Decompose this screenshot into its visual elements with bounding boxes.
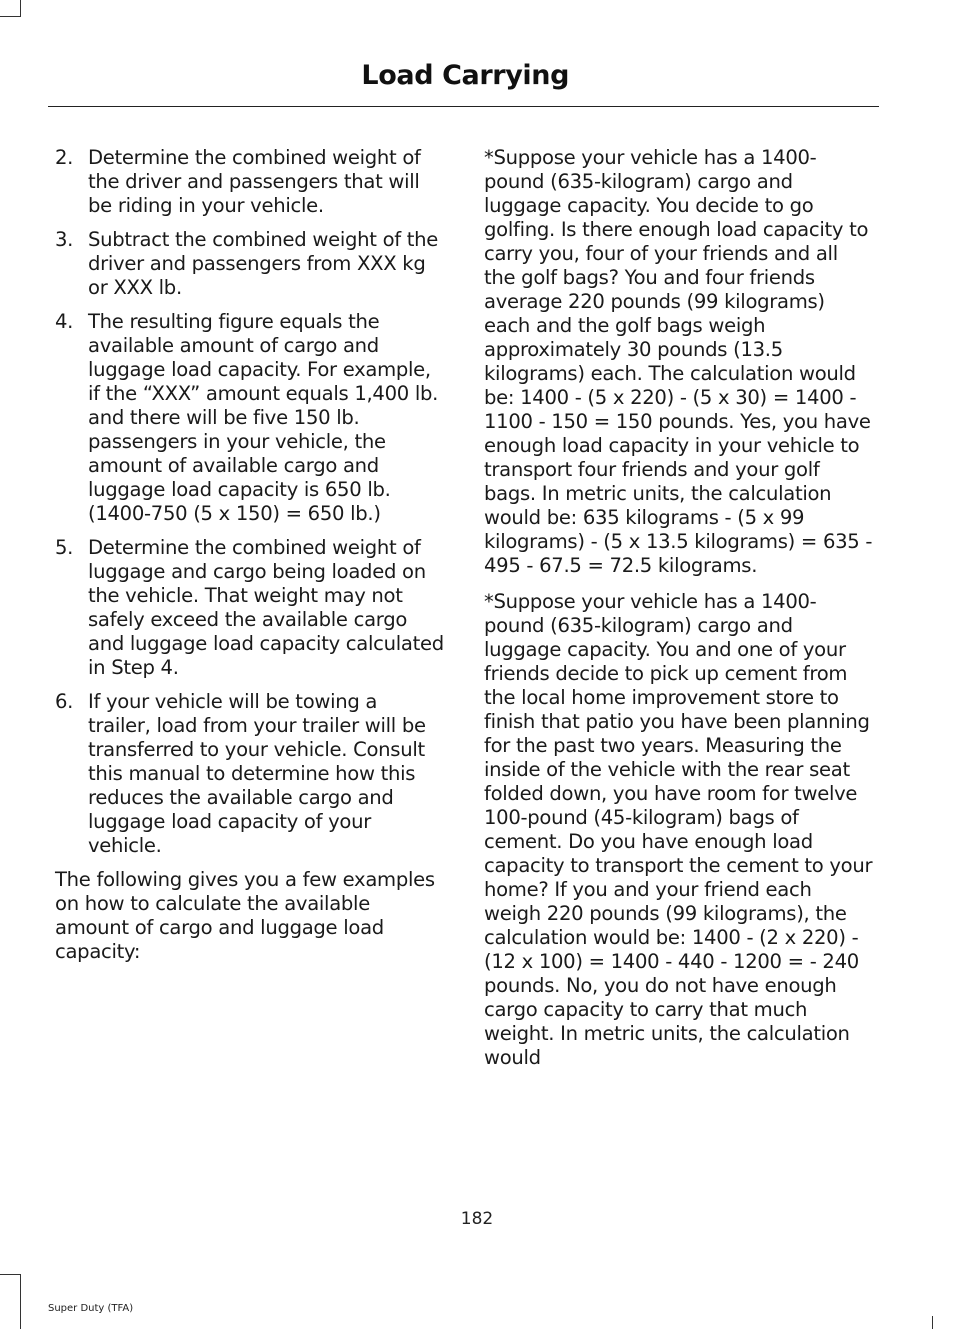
list-item xyxy=(55,146,445,218)
crop-mark xyxy=(0,16,20,17)
step-text: Determine the combined weight of luggage and cargo being loaded on the vehicle. That weight may not safely exceed the available cargo and luggage load capacity calculated in Step 4. xyxy=(88,536,444,679)
step-number: 2. xyxy=(55,146,74,169)
step-number: 3. xyxy=(55,228,74,251)
intro-paragraph: The following gives you a few examples on how to calculate the available amount of cargo and luggage load capacity: xyxy=(55,868,435,963)
example-paragraph-cement: *Suppose your vehicle has a 1400-pound (635-kilogram) cargo and luggage capacity. You and one of your friends decide to pick up cement from the local home improvement store to finish that patio you have been planning for the past two years. Measuring the inside of the vehicle with the rear seat folded down, you have room for twelve 100-pound (45-kilogram) bags of cement. Do you have enough load capacity to transport the cement to your home? If you and your friend each weigh 220 pounds (99 kilograms), the calculation would be: 1400 - (2 x 220) - (12 x 100) = 1400 - 440 - 1200 = - 240 pounds. No, you do not have enough cargo capacity to carry that much weight. In metric units, the calculation would xyxy=(484,590,873,1069)
page-title: Load Carrying xyxy=(361,60,569,91)
document-name: Super Duty (TFA) xyxy=(48,1303,134,1314)
step-number: 5. xyxy=(55,536,74,559)
crop-mark xyxy=(20,1274,21,1329)
list-item xyxy=(55,310,445,526)
right-column xyxy=(484,146,874,1082)
crop-mark xyxy=(20,0,21,17)
list-item xyxy=(55,690,445,858)
list-item xyxy=(55,228,445,300)
step-text: If your vehicle will be towing a trailer, load from your trailer will be transferred to your vehicle. Consult this manual to determine how this reduces the available cargo and luggage load capacity of your vehicle. xyxy=(88,690,426,857)
step-number: 6. xyxy=(55,690,74,713)
page-number: 182 xyxy=(460,1209,494,1229)
left-column xyxy=(55,146,445,976)
step-text: The resulting figure equals the available amount of cargo and luggage load capacity. For example, if the “XXX” amount equals 1,400 lb. and there will be five 150 lb. passengers in your vehicle, the amount of available cargo and luggage load capacity is 650 lb. (1400-750 (5 x 150) = 650 lb.) xyxy=(88,310,439,525)
list-item xyxy=(55,536,445,680)
page-header xyxy=(48,58,879,107)
crop-mark xyxy=(0,1274,20,1275)
crop-mark xyxy=(932,1316,933,1329)
example-paragraph-golf: *Suppose your vehicle has a 1400-pound (635-kilogram) cargo and luggage capacity. You decide to go golfing. Is there enough load capacity to carry you, four of your friends and all the golf bags? You and four friends average 220 pounds (99 kilograms) each and the golf bags weigh approximately 30 pounds (13.5 kilograms) each. The calculation would be: 1400 - (5 x 220) - (5 x 30) = 1400 - 1100 - 150 = 150 pounds. Yes, you have enough load capacity in your vehicle to transport four friends and your golf bags. In metric units, the calculation would be: 635 kilograms - (5 x 99 kilograms) - (5 x 13.5 kilograms) = 635 - 495 - 67.5 = 72.5 kilograms. xyxy=(484,146,873,577)
step-text: Determine the combined weight of the driver and passengers that will be riding in your vehicle. xyxy=(88,146,421,217)
step-text: Subtract the combined weight of the driver and passengers from XXX kg or XXX lb. xyxy=(88,228,439,299)
step-number: 4. xyxy=(55,310,74,333)
